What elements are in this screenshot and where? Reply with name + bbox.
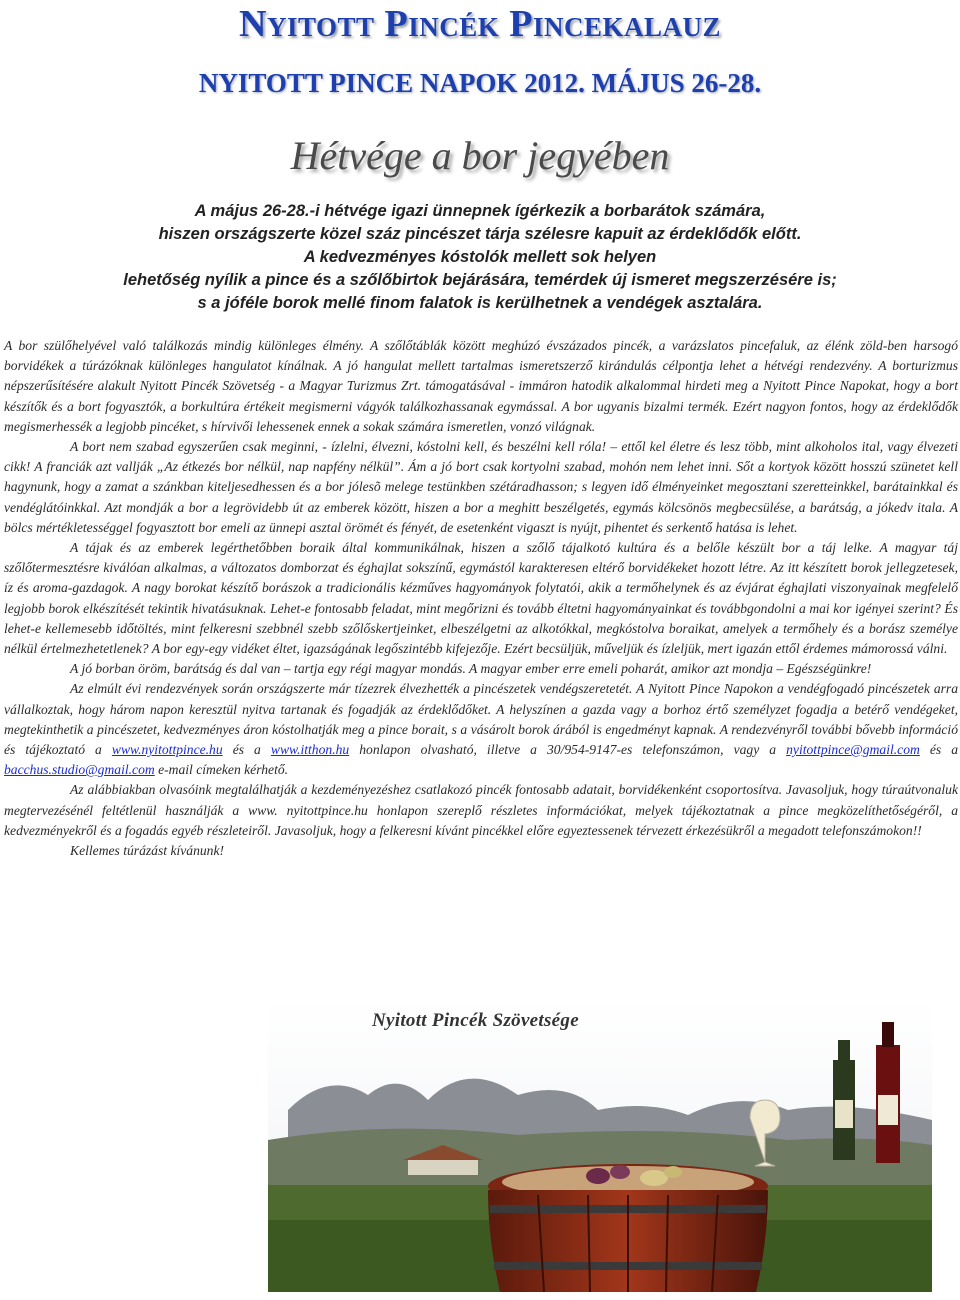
paragraph-text: és a bbox=[222, 742, 271, 758]
page-title: Nyitott Pincék Pincekalauz bbox=[239, 3, 721, 45]
article-body bbox=[4, 336, 958, 861]
paragraph: Az alábbiakban olvasóink megtalálhatják a kezdeményezéshez csatlakozó pincék fontosabb adatait, borvidékenként csoportosítva. Javasoljuk, hogy túraútvonaluk megtervezésénél feltétlenül használják a www. nyitottpince.hu honlapon szereplő részletes információkat, melyek tájékoztatnak a pince megközelíthetőségéről, a kedvezményekről és a fogadás egyéb részleteiről. Javasoljuk, hogy a felkeresni kívánt pincékkel előre egyeztessenek térvezett érkezésükről a megadott telefonszámokon!! bbox=[4, 782, 958, 838]
paragraph-text: e-mail címeken kérhető. bbox=[154, 762, 289, 778]
link-email-nyitottpince[interactable]: nyitottpince@gmail.com bbox=[786, 742, 920, 758]
link-nyitottpince[interactable]: www.nyitottpince.hu bbox=[111, 742, 223, 758]
paragraph: A tájak és az emberek legérthetőbben boraik által kommunikálnak, hiszen a szőlő tájalkotó kultúra és a belőle készült bor a táj lelke. A magyar táj szőlőtermesztésre kiválóan alkalmas, a változatos domborzat és éghajlat sokszínű, egymástól karakteresen eltérő borvidékeket hozott létre. Az itt készített borok jellegzetesek, íz és aroma-gazdagok. A nagy borokat készítő borászok a tradicionális kézműves hagyományok folytatói, akik a termőhelynek és az évjárat éghajlati viszonyainak megfelelő legjobb borok elkészítését tekintik hivatásuknak. Lehet-e fontosabb feladat, mint megőrizni és tovább éltetni hagyományainkat és továbbgondolni a mai kor igényei szerint? És lehet-e kellemesebb időtöltés, mint felkeresni szebbnél szebb szőlőskertjeinket, elbeszélgetni az alkotókkal, megkóstolva boraikat, amelyek a termőhely és a borász személye nélkül értelmezhetetlenek? A bor egy-egy vidéket éltet, igazságának legőszintébb kifejezője. Ezért becsüljük, műveljük és ízleljük, mert igazán ettől érdemes mámorossá válni. bbox=[4, 540, 958, 657]
vineyard-scene-image bbox=[268, 1000, 932, 1292]
paragraph: A bort nem szabad egyszerűen csak meginni, - ízlelni, élvezni, kóstolni kell, és beszélni kell róla! – ettől kel életre és lesz több, mint alkoholos ital, vagy élvezeti cikk! A franciák azt vallják „Az étkezés bor nélkül, nap napfény nélkül”. Ám a jó bort csak kortyolni szabad, mohón nem lehet inni. Sőt a kortyok között hosszú szünetet kell hagynunk, hogy a zamat a szánkban kiteljesedhessen és a bor jólesõ melege testünkben szétáradhasson; s legyen idő élményeinket megosztani szeretteinkkel, barátainkkal és vendéglátóinkkal. Azt mondják a bor a legrövidebb út az emberek között, hiszen a bor a meghitt beszélgetés, egymás kölcsönös megbecsülése, a barátság, a jókedv itala. A bölcs mértékletességgel fogyasztott bor emeli az ünnepi asztal örömét és fényét, de esetenként vigaszt is nyújt, pihentet és serkentő hatása is lehet. bbox=[4, 439, 958, 535]
event-tagline: Hétvége a bor jegyében bbox=[290, 133, 670, 178]
intro-line: A május 26-28.-i hétvége igazi ünnepnek ígérkezik a borbarátok számára, bbox=[194, 202, 766, 220]
paragraph-text: honlapon olvasható, illetve a 30/954-9147-es telefonszámon, vagy a bbox=[349, 742, 787, 758]
paragraph-text: Az elmúlt évi rendezvények során országszerte már tízezrek élvezhették a pincészetek vendégszeretetét. A Nyitott Pince Napokon a vendégfogadó pincészetek arra vállalkoztak, hogy három napon keresztül nyitva tartanak és fogadják az érdeklődőket. A helyszínen a gazda vagy a borhoz értő személyzet fogadja a betérő vendégeket, megtekinthetik a pincészetet, kedvezményes áron kóstolhatják meg a pince borait, s a vásárolt borok árából is engedményt kapnak. A rendezvényről további bővebb információ és tájékoztató a bbox=[4, 681, 958, 758]
intro-line: A kedvezményes kóstolók mellett sok helyen bbox=[303, 248, 657, 266]
wine-barrel-photo bbox=[268, 1000, 932, 1292]
closing-line: Kellemes túrázást kívánunk! bbox=[70, 843, 225, 859]
paragraph: A bor szülőhelyével való találkozás mindig különleges élmény. A szőlőtáblák között meghúzó évszázados pincék, a varázslatos pincefaluk, az élénk zöld-ben harsogó borvidékek a túrázóknak különleges hangulatot kínálnak. A jó hangulat mellett tartalmas ismeretszerző kirándulás célpontja lehet a hétvégi rendezvény. A borturizmus népszerűsítésére alakult Nyitott Pincék Szövetség - a Magyar Turizmus Zrt. támogatásával - immáron hatodik alkalommal hirdeti meg a Nyitott Pince Napokat, hogy a bort készítők és a bort fogyasztók, a borkultúra értékeit megismerni vágyók találkozhassanak egymással. A bor ugyanis bizalmi termék. Ezért nagyon fontos, hogy az érdeklődők megismerhessék a legjobb pincéket, s hírvivői lehessenek ennek a sokak számára ismeretlen, vonzó világnak. bbox=[4, 338, 958, 434]
paragraph-contact bbox=[4, 679, 958, 780]
event-subtitle: NYITOTT PINCE NAPOK 2012. MÁJUS 26-28. bbox=[198, 68, 762, 98]
intro-line: lehetőség nyílik a pince és a szőlőbirtok bejárására, temérdek új ismeret megszerzésére is; bbox=[123, 271, 837, 289]
paragraph: A jó borban öröm, barátság és dal van – tartja egy régi magyar mondás. A magyar ember erre emeli poharát, amikor azt mondja – Egészségünkre! bbox=[70, 661, 872, 677]
intro-line: s a jóféle borok mellé finom falatok is kerülhetnek a vendégek asztalára. bbox=[197, 294, 763, 312]
paragraph-text: és a bbox=[919, 742, 959, 758]
link-email-bacchus[interactable]: bacchus.studio@gmail.com bbox=[4, 762, 155, 778]
association-logo-text: Nyitott Pincék Szövetsége bbox=[372, 1010, 579, 1031]
intro-line: hiszen országszerte közel száz pincészet tárja szélesre kapuit az érdeklődők előtt. bbox=[158, 225, 802, 243]
link-itthon[interactable]: www.itthon.hu bbox=[270, 742, 350, 758]
intro-block bbox=[40, 200, 920, 315]
